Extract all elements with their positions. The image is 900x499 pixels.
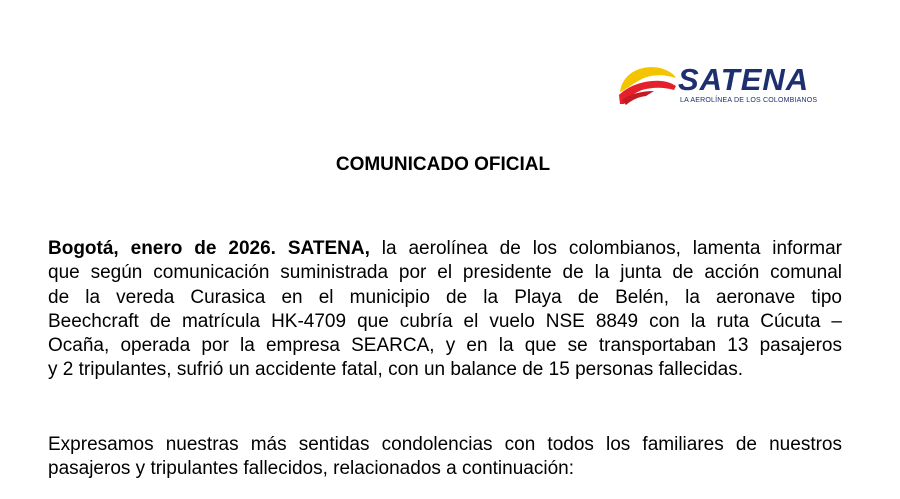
satena-logo [616,60,826,110]
paragraph-line: Expresamos nuestras más sentidas condolencias con todos los familiares de nuestros [48,434,842,455]
paragraph-condolences [48,433,842,482]
paragraph-line: de la vereda Curasica en el municipio de la Playa de Belén, la aeronave tipo [48,286,842,308]
lead-bold-text: Bogotá, enero de 2026. SATENA, [48,238,370,259]
paragraph-line: y 2 tripulantes, sufrió un accidente fatal, con un balance de 15 personas fallecidas. [48,359,743,381]
logo-wordmark: SATENA [678,62,810,97]
logo-tagline: LA AEROLÍNEA DE LOS COLOMBIANOS [680,97,818,104]
paragraph-line: que según comunicación suministrada por el presidente de la junta de acción comunal [48,262,842,284]
document-title: COMUNICADO OFICIAL [335,154,551,175]
satena-logo-icon [616,62,678,108]
paragraph-line: Ocaña, operada por la empresa SEARCA, y en la que se transportaban 13 pasajeros [48,335,842,357]
paragraph-line: Beechcraft de matrícula HK-4709 que cubría el vuelo NSE 8849 con la ruta Cúcuta – [48,310,842,332]
paragraph-line: pasajeros y tripulantes fallecidos, relacionados a continuación: [48,458,574,480]
paragraph-announcement [48,237,842,383]
paragraph-line: Bogotá, enero de 2026. SATENA, la aerolínea de los colombianos, lamenta informar [48,238,842,259]
